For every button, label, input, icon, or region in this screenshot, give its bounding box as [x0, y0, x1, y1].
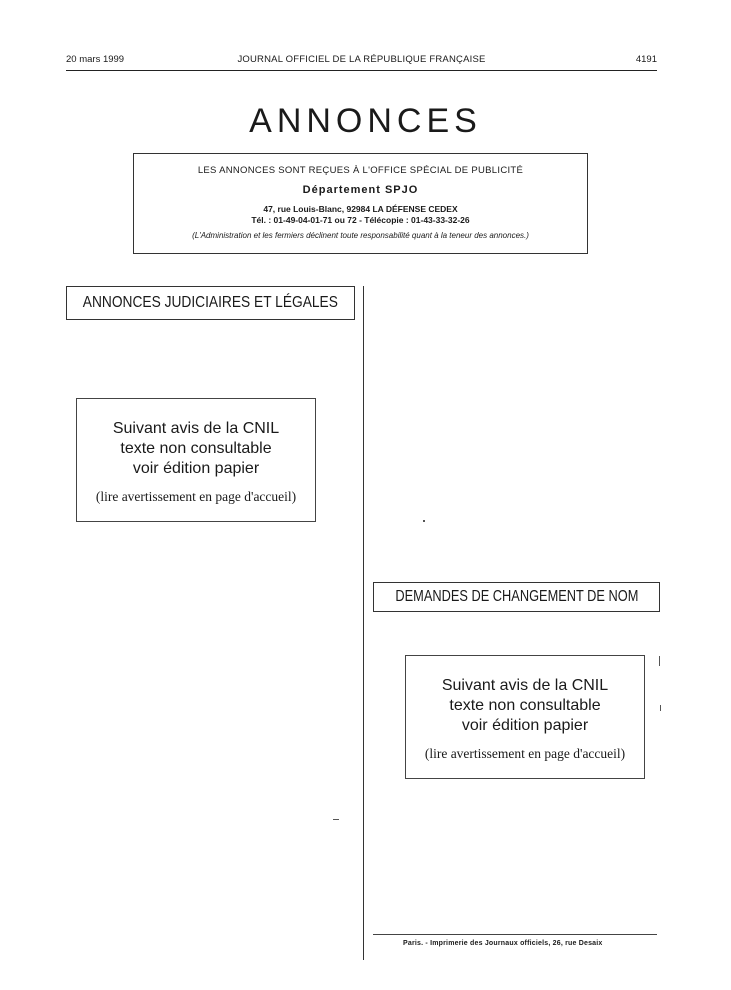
cnil-notice-left: [76, 398, 316, 522]
page-header: [66, 54, 657, 70]
cnil-notice-line1: Suivant avis de la CNIL: [441, 677, 609, 694]
office-phone: Tél. : 01-49-04-01-71 ou 72 - Télécopie : 01-43-33-32-26: [251, 215, 470, 225]
section-heading-judicial: [66, 286, 355, 320]
header-divider: [66, 70, 657, 71]
cnil-notice-line4: (lire avertissement en page d'accueil): [424, 746, 626, 761]
column-divider: [363, 286, 364, 960]
section-heading-judicial-label: ANNONCES JUDICIAIRES ET LÉGALES: [82, 294, 339, 311]
page-title: ANNONCES: [249, 102, 482, 140]
section-heading-name-change-label: DEMANDES DE CHANGEMENT DE NOM: [395, 588, 639, 605]
scan-speck: [659, 656, 660, 666]
announcement-intro: LES ANNONCES SONT REÇUES À L'OFFICE SPÉCIAL DE PUBLICITÉ: [197, 165, 524, 176]
scan-speck: [333, 819, 339, 820]
footer-divider: [373, 934, 657, 935]
scan-speck: [660, 705, 661, 711]
page-number: 4191: [635, 54, 657, 65]
cnil-notice-line2: texte non consultable: [449, 697, 601, 714]
journal-name: JOURNAL OFFICIEL DE LA RÉPUBLIQUE FRANÇAISE: [237, 54, 486, 65]
issue-date: 20 mars 1999: [66, 54, 125, 65]
office-address: 47, rue Louis-Blanc, 92984 LA DÉFENSE CEDEX: [263, 204, 458, 214]
cnil-notice-line2: texte non consultable: [120, 440, 272, 457]
printer-imprint: Paris. - Imprimerie des Journaux officiels, 26, rue Desaix: [403, 940, 603, 947]
cnil-notice-line4: (lire avertissement en page d'accueil): [95, 489, 297, 504]
section-heading-name-change: [373, 582, 660, 612]
department-name: Département SPJO: [302, 184, 419, 196]
cnil-notice-right: [405, 655, 645, 779]
publicity-office-box: [133, 153, 588, 254]
cnil-notice-line3: voir édition papier: [132, 460, 260, 477]
scan-speck: [423, 520, 425, 522]
disclaimer: (L'Administration et les fermiers déclinent toute responsabilité quant à la teneur des annonces.): [192, 231, 529, 240]
cnil-notice-line3: voir édition papier: [461, 717, 589, 734]
cnil-notice-line1: Suivant avis de la CNIL: [112, 420, 280, 437]
